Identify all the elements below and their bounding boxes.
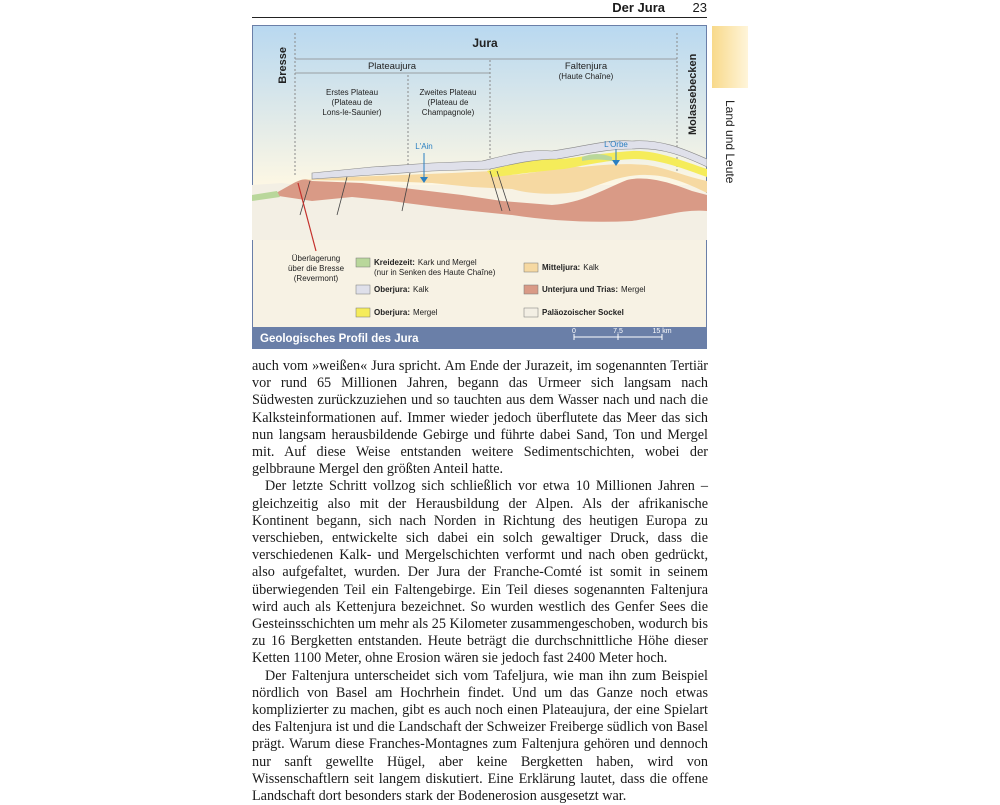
legend-item-unterjura: Unterjura und Trias: Mergel	[542, 285, 646, 294]
label-erstes-plateau-1: Erstes Plateau	[325, 88, 379, 97]
page-number: 23	[692, 0, 707, 15]
label-overlay-3: (Revermont)	[293, 274, 339, 283]
figure-caption: Geologisches Profil des Jura	[260, 333, 419, 345]
legend-item-mitteljura: Mitteljura: Kalk	[542, 263, 599, 272]
label-erstes-plateau-2: (Plateau de	[331, 98, 373, 107]
label-molassebecken: Molassebecken	[687, 53, 699, 135]
legend-item-kreide: Kreidezeit: Kark und Mergel	[374, 258, 477, 267]
scale-tick-1: 7,5	[613, 328, 623, 335]
label-jura: Jura	[472, 36, 498, 50]
section-tab	[712, 26, 748, 88]
paragraph-1: auch vom »weißen« Jura spricht. Am Ende der Jurazeit, im sogenannten Tertiär vor rund 65 Millionen Jahren, begann das Urmeer sich langsam nach Südwesten zurückzuziehen und so tauchten aus dem Wasser nach und nach die Kalksteinformationen auf. Immer wieder jedoch überflutete das Meer das sich nun langsam herausbildende Gebirge und führte dabei Sand, Ton und Mergel mit. Auf diese Weise entstanden weitere Sedimentschichten, wobei der gelbbraune Mergel den größten Anteil hatte.	[252, 358, 708, 478]
chapter-title: Der Jura	[612, 0, 665, 15]
legend-item-kreide-note: (nur in Senken des Haute Chaîne)	[374, 268, 496, 277]
section-tab-label: Land und Leute	[723, 100, 737, 184]
geological-profile-figure	[252, 25, 707, 349]
paragraph-3: Der Faltenjura unterscheidet sich vom Tafeljura, wie man ihn zum Beispiel nördlich von Basel am Hochrhein findet. Und um das Ganze noch etwas komplizierter zu machen, gibt es auch noch einen Plateaujura, der eine Spielart des Faltenjura ist und die Landschaft der Schweizer Freiberge südlich von Basel prägt. Warum diese Franches-Montagnes zum Faltenjura gehören und dennoch nur sanft gewellte Hügel, aber keine Bergketten haben, wird von Wissenschaftlern seit langem diskutiert. Eine Erklärung lautet, dass die offene Landschaft dort besonders stark der Bodenerosion ausgesetzt war.	[252, 667, 708, 805]
label-erstes-plateau-3: Lons-le-Saunier)	[322, 108, 382, 117]
legend-item-oberjura-kalk: Oberjura: Kalk	[374, 285, 429, 294]
label-faltenjura: Faltenjura	[564, 61, 608, 72]
legend-swatch-mitteljura	[524, 263, 538, 272]
label-zweites-plateau-1: Zweites Plateau	[419, 88, 477, 97]
label-bresse: Bresse	[277, 47, 289, 84]
label-zweites-plateau-3: Champagnole)	[421, 108, 475, 117]
label-overlay-1: Überlagerung	[291, 254, 341, 263]
body-text	[252, 358, 708, 805]
legend-swatch-oberjura-mergel	[356, 308, 370, 317]
legend-swatch-unterjura	[524, 285, 538, 294]
label-plateaujura: Plateaujura	[367, 61, 417, 72]
label-zweites-plateau-2: (Plateau de	[427, 98, 469, 107]
scale-tick-0: 0	[572, 328, 576, 335]
label-river-orbe: L'Orbe	[604, 140, 628, 149]
legend-item-oberjura-mergel: Oberjura: Mergel	[374, 308, 438, 317]
legend-swatch-sockel	[524, 308, 538, 317]
geological-profile-svg	[252, 25, 707, 349]
label-faltenjura-sub: (Haute Chaîne)	[558, 72, 614, 81]
legend-item-sockel: Paläozoischer Sockel	[542, 308, 624, 317]
legend-swatch-kreide	[356, 258, 370, 267]
running-header	[252, 0, 707, 18]
scale-tick-2: 15 km	[652, 328, 672, 335]
label-overlay-2: über die Bresse	[287, 264, 345, 273]
label-river-ain: L'Ain	[415, 142, 433, 151]
legend-swatch-oberjura-kalk	[356, 285, 370, 294]
paragraph-2: Der letzte Schritt vollzog sich schließlich vor etwa 10 Millionen Jahren – gleichzeitig also mit der Herausbildung der Alpen. Als der afrikanische Kontinent begann, sich nach Norden in Richtung des heutigen Europa zu verschieben, entwickelte sich dabei ein solch gewaltiger Druck, dass die verschiedenen Kalk- und Mergelschichten verformt und nach oben gedrückt, also aufgefaltet, wurden. Der Jura der Franche-Comté ist somit in seinem überwiegenden Teil ein Faltengebirge. Ein Teil dieses sogenannten Faltenjura wird auch als Kettenjura bezeichnet. So wurden westlich des Genfer Sees die Gesteinsschichten um mehr als 25 Kilometer zusammengeschoben, wodurch bis zu 16 Bergketten entstanden. Heute beträgt die durchschnittliche Höhe dieser Ketten 1100 Meter, ohne Erosion wären sie jedoch fast 2400 Meter hoch.	[252, 478, 708, 667]
